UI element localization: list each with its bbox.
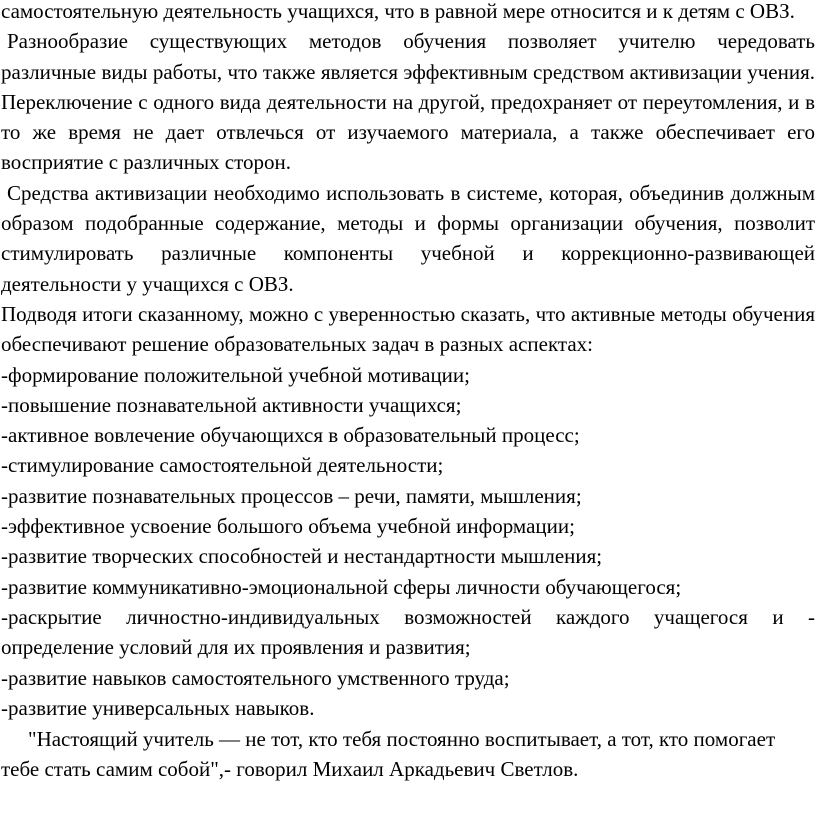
list-item: -развитие познавательных процессов – речи, памяти, мышления; <box>1 483 582 508</box>
list-item: -стимулирование самостоятельной деятельности; <box>1 453 444 478</box>
list-item: -развитие навыков самостоятельного умственного труда; <box>1 665 510 690</box>
list-item: -раскрытие личностно-индивидуальных возможностей каждого учащегося и - определение условий для их проявления и развития; <box>1 604 815 660</box>
list-item: -повышение познавательной активности учащихся; <box>1 392 462 417</box>
paragraph-methods-variety: Разнообразие существующих методов обучения позволяет учителю чередовать различные виды работы, что также является эффективным средством активизации учения. Переключение с одного вида деятельности на другой, предохраняет от переутомления, и в то же время не дает отвлечься от изучаемого материала, а также обеспечивает его восприятие с различных сторон. <box>1 29 815 175</box>
paragraph-summary: Подводя итоги сказанному, можно с уверенностью сказать, что активные методы обучения обеспечивают решение образовательных задач в разных аспектах: <box>1 301 815 357</box>
closing-quote: "Настоящий учитель — не тот, кто тебя постоянно воспитывает, а тот, кто помогает тебе стать самим собой",- говорил Михаил Аркадьевич Светлов. <box>1 727 776 782</box>
list-item: -развитие коммуникативно-эмоциональной сферы личности обучающегося; <box>1 574 682 599</box>
benefits-list <box>1 360 815 724</box>
list-item: -активное вовлечение обучающихся в образовательный процесс; <box>1 423 580 448</box>
paragraph-continuation: самостоятельную деятельность учащихся, что в равной мере относится и к детям с ОВЗ. <box>1 0 795 23</box>
list-item: -развитие творческих способностей и нестандартности мышления; <box>1 544 603 569</box>
list-item: -развитие универсальных навыков. <box>1 695 315 720</box>
list-item: -формирование положительной учебной мотивации; <box>1 362 470 387</box>
list-item: -эффективное усвоение большого объема учебной информации; <box>1 514 575 539</box>
paragraph-activation-means: Средства активизации необходимо использовать в системе, которая, объединив должным образом подобранные содержание, методы и формы организации обучения, позволит стимулировать различные компоненты учебной и коррекционно-развивающей деятельности у учащихся с ОВЗ. <box>1 180 815 296</box>
